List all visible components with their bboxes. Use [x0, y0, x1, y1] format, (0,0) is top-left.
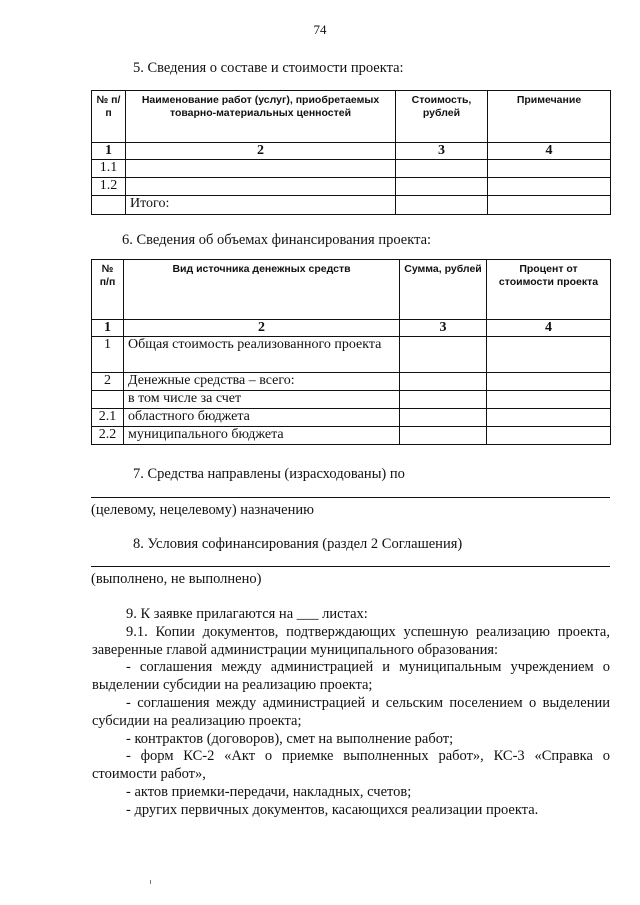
table-cell: [487, 427, 611, 445]
table-header-row: [92, 91, 611, 143]
list-item: - контрактов (договоров), смет на выполнение работ;: [126, 730, 454, 747]
list-item: - соглашения между администрацией и сельским поселением о выделении субсидии на реализацию проекта;: [92, 694, 610, 729]
sheet-count-blank: ___: [296, 606, 319, 622]
row-number: [92, 391, 124, 409]
page-number: 74: [313, 22, 327, 37]
row-number: 2.2: [92, 427, 124, 445]
section-8-caption: (выполнено, не выполнено): [91, 571, 262, 587]
row-number: 2: [92, 373, 124, 391]
total-label: Итого:: [126, 196, 396, 215]
table-cell: муниципального бюджета: [124, 427, 400, 445]
header-cell: Примечание: [488, 91, 611, 143]
row-number: 1.1: [92, 160, 126, 178]
item-9-1: 9.1. Копии документов, подтверждающих успешную реализацию проекта, заверенные главой администрации муниципального образования:: [92, 623, 610, 658]
header-cell: Сумма, рублей: [400, 260, 487, 320]
column-number: 3: [396, 143, 488, 160]
fill-in-line: [91, 497, 610, 498]
table-row: [92, 391, 611, 409]
table-cell: [488, 196, 611, 215]
column-number: 2: [126, 143, 396, 160]
column-number: 1: [92, 143, 126, 160]
table-cell: [396, 196, 488, 215]
section-9-intro: [92, 606, 610, 624]
column-number-row: [92, 143, 611, 160]
section-5-title: 5. Сведения о составе и стоимости проекта:: [133, 60, 404, 76]
table-cell: Денежные средства – всего:: [124, 373, 400, 391]
composition-cost-table: [91, 90, 611, 215]
row-number: 1.2: [92, 178, 126, 196]
table-cell: [396, 178, 488, 196]
header-cell: Процент от стоимости проекта: [487, 260, 611, 320]
table-cell: [400, 427, 487, 445]
row-number: [92, 196, 126, 215]
table-row: [92, 337, 611, 373]
header-cell: № п/п: [92, 91, 126, 143]
table-cell: [400, 373, 487, 391]
section-9: [92, 606, 610, 820]
column-number: 4: [487, 320, 611, 337]
table-cell: [488, 178, 611, 196]
table-row: [92, 373, 611, 391]
fill-in-line: [91, 566, 610, 567]
table-cell: [488, 160, 611, 178]
table-row-total: [92, 196, 611, 215]
table-cell: областного бюджета: [124, 409, 400, 427]
table-cell: в том числе за счет: [124, 391, 400, 409]
table-cell: [400, 337, 487, 373]
table-row: [92, 427, 611, 445]
row-number: 1: [92, 337, 124, 373]
section-6-title: 6. Сведения об объемах финансирования проекта:: [122, 232, 432, 248]
column-number: 4: [488, 143, 611, 160]
list-item: - форм КС-2 «Акт о приемке выполненных работ», КС-3 «Справка о стоимости работ»,: [92, 748, 610, 783]
section-9-intro-start: 9. К заявке прилагаются на: [126, 606, 294, 622]
list-item: - актов приемки-передачи, накладных, счетов;: [126, 783, 412, 800]
column-number: 3: [400, 320, 487, 337]
financing-table: [91, 259, 611, 445]
header-cell: Вид источника денежных средств: [124, 260, 400, 320]
table-cell: [400, 409, 487, 427]
row-number: 2.1: [92, 409, 124, 427]
header-cell: № п/п: [92, 260, 124, 320]
table-cell: [487, 337, 611, 373]
table-cell: [487, 373, 611, 391]
table-cell: [396, 160, 488, 178]
scan-mark: [150, 880, 151, 884]
table-cell: Общая стоимость реализованного проекта: [124, 337, 400, 373]
section-7-text: 7. Средства направлены (израсходованы) по: [133, 466, 405, 482]
list-item: - других первичных документов, касающихся реализации проекта.: [126, 801, 539, 818]
table-cell: [126, 160, 396, 178]
section-9-intro-end: листах:: [322, 606, 368, 622]
table-cell: [487, 409, 611, 427]
table-row: [92, 160, 611, 178]
header-cell: Стоимость, рублей: [396, 91, 488, 143]
section-8-text: 8. Условия софинансирования (раздел 2 Соглашения): [133, 536, 463, 552]
section-7-caption: (целевому, нецелевому) назначению: [91, 502, 314, 518]
table-cell: [126, 178, 396, 196]
column-number: 2: [124, 320, 400, 337]
table-cell: [400, 391, 487, 409]
column-number: 1: [92, 320, 124, 337]
table-cell: [487, 391, 611, 409]
list-item: - соглашения между администрацией и муниципальным учреждением о выделении субсидии на реализацию проекта;: [92, 659, 610, 694]
table-row: [92, 178, 611, 196]
column-number-row: [92, 320, 611, 337]
header-cell: Наименование работ (услуг), приобретаемых товарно-материальных ценностей: [126, 91, 396, 143]
table-header-row: [92, 260, 611, 320]
table-row: [92, 409, 611, 427]
